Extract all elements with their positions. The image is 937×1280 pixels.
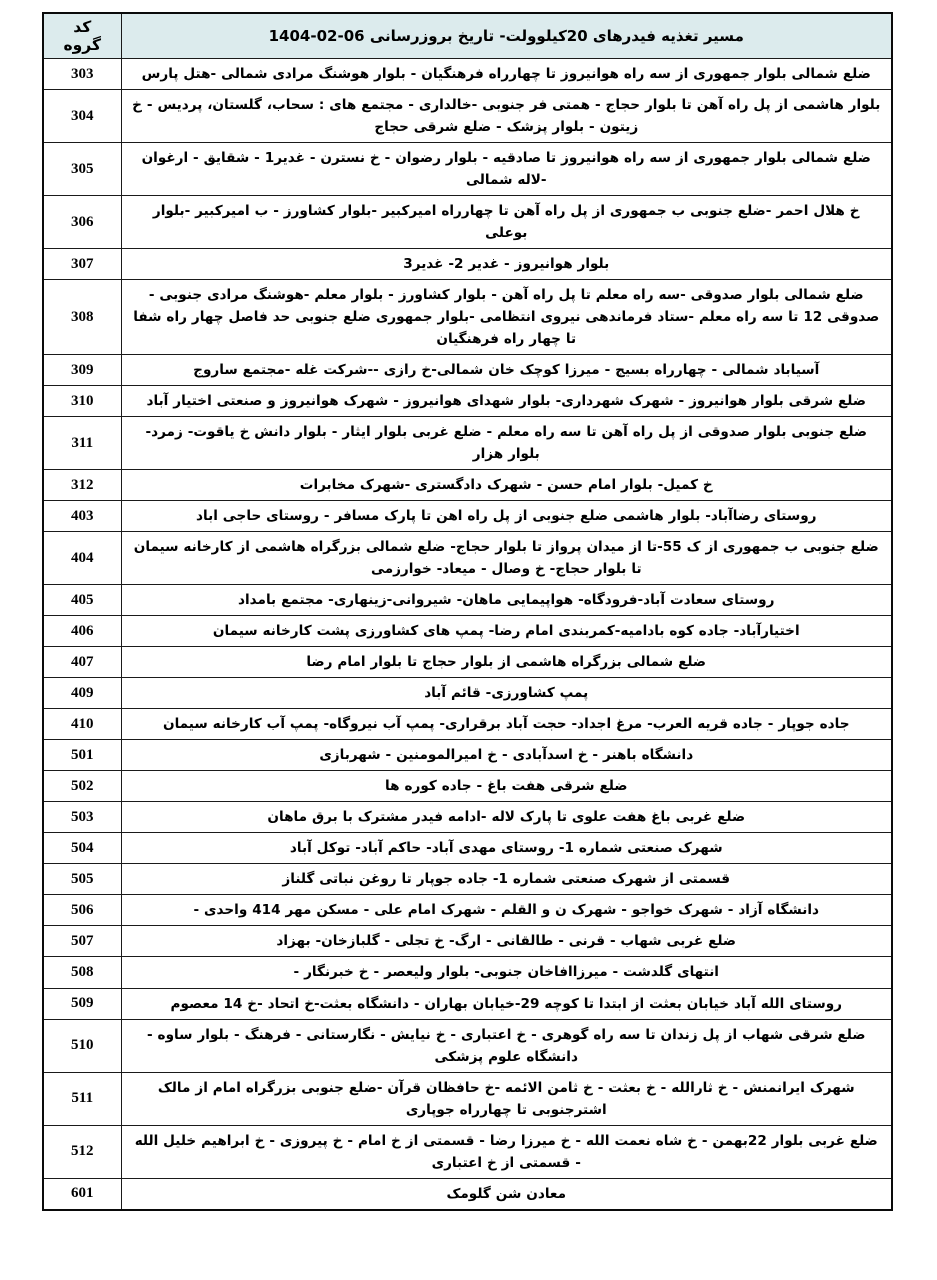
cell-group-code: 303 <box>43 59 121 90</box>
cell-group-code: 410 <box>43 709 121 740</box>
table-row <box>43 1019 892 1072</box>
cell-group-code: 406 <box>43 616 121 647</box>
cell-route: ضلع شمالی بلوار جمهوری از سه راه هوانیروز تا چهارراه فرهنگیان - بلوار هوشنگ مرادی شمالی -هتل پارس <box>121 59 892 90</box>
table-row <box>43 740 892 771</box>
cell-route: ضلع غربی باغ هفت علوی تا پارک لاله -ادامه فیدر مشترک با برق ماهان <box>121 802 892 833</box>
cell-route: ضلع شمالی بزرگراه هاشمی از بلوار حجاج تا بلوار امام رضا <box>121 647 892 678</box>
cell-route: ضلع شمالی بلوار جمهوری از سه راه هوانیروز تا صادقیه - بلوار رضوان - خ نسترن - غدیر1 - شقایق - ارغوان -لاله شمالی <box>121 143 892 196</box>
table-row <box>43 833 892 864</box>
cell-group-code: 405 <box>43 585 121 616</box>
table-row <box>43 926 892 957</box>
cell-route: ضلع شرقی شهاب از پل زندان تا سه راه گوهری - خ اعتباری - خ نیایش - نگارستانی - فرهنگ - بلوار ساوه - دانشگاه علوم پزشکی <box>121 1019 892 1072</box>
table-row <box>43 501 892 532</box>
feeder-routes-table <box>42 12 893 1211</box>
table-row <box>43 709 892 740</box>
table-row <box>43 59 892 90</box>
table-row <box>43 196 892 249</box>
table-row <box>43 957 892 988</box>
cell-route: روستای الله آباد خیابان بعثت از ابتدا تا کوچه 29-خیابان بهاران - دانشگاه بعثت-خ اتحاد -خ 14 معصوم <box>121 988 892 1019</box>
cell-route: شهرک ایرانمنش - خ ثارالله - خ بعثت - خ ثامن الائمه -خ حافظان قرآن -ضلع جنوبی بزرگراه امام از مالک اشترجنوبی تا چهارراه جوپاری <box>121 1072 892 1125</box>
cell-route: دانشگاه آزاد - شهرک خواجو - شهرک ن و القلم - شهرک امام علی - مسکن مهر 414 واحدی - <box>121 895 892 926</box>
cell-route: ضلع شرقی هفت باغ - جاده کوره ها <box>121 771 892 802</box>
table-body <box>43 59 892 1210</box>
cell-route: ضلع جنوبی ب جمهوری از ک 55-تا از میدان پرواز تا بلوار حجاج- ضلع شمالی بزرگراه هاشمی از کارخانه سیمان تا بلوار حجاج- خ وصال - میعاد- خوارزمی <box>121 532 892 585</box>
cell-route: اختیارآباد- جاده کوه بادامیه-کمربندی امام رضا- پمپ های کشاورزی پشت کارخانه سیمان <box>121 616 892 647</box>
cell-group-code: 502 <box>43 771 121 802</box>
cell-group-code: 508 <box>43 957 121 988</box>
table-row <box>43 1178 892 1210</box>
cell-route: ضلع شرقی بلوار هوانیروز - شهرک شهرداری- بلوار شهدای هوانیروز - شهرک هوانیروز و صنعتی اختیار آباد <box>121 386 892 417</box>
table-row <box>43 532 892 585</box>
cell-group-code: 501 <box>43 740 121 771</box>
cell-group-code: 510 <box>43 1019 121 1072</box>
cell-group-code: 307 <box>43 249 121 280</box>
cell-group-code: 506 <box>43 895 121 926</box>
cell-route: ضلع غربی شهاب - قرنی - طالقانی - ارگ- خ تجلی - گلبازخان- بهزاد <box>121 926 892 957</box>
table-row <box>43 678 892 709</box>
table-row <box>43 771 892 802</box>
table-row <box>43 802 892 833</box>
cell-group-code: 503 <box>43 802 121 833</box>
cell-route: قسمتی از شهرک صنعتی شماره 1- جاده جوپار تا روغن نباتی گلناز <box>121 864 892 895</box>
cell-route: ضلع جنوبی بلوار صدوقی از پل راه آهن تا سه راه معلم - ضلع غربی بلوار ایثار - بلوار دانش خ یاقوت- زمرد- بلوار هزار <box>121 417 892 470</box>
cell-route: روستای سعادت آباد-فرودگاه- هواپیمایی ماهان- شیروانی-زینهاری- مجتمع بامداد <box>121 585 892 616</box>
cell-group-code: 601 <box>43 1178 121 1210</box>
cell-group-code: 409 <box>43 678 121 709</box>
table-row <box>43 355 892 386</box>
table-row <box>43 1072 892 1125</box>
column-header-route: مسیر تغذیه فیدرهای 20کیلوولت- تاریخ بروزرسانی 06-02-1404 <box>121 13 892 59</box>
header-row <box>43 13 892 59</box>
table-row <box>43 988 892 1019</box>
cell-route: ضلع شمالی بلوار صدوقی -سه راه معلم تا پل راه آهن - بلوار کشاورز - بلوار معلم -هوشنگ مرادی جنوبی - صدوقی 12 تا سه راه معلم -ستاد فرماندهی نیروی انتظامی -بلوار جمهوری ضلع جنوبی حد فاصل چهار راه شفا تا چهار راه فرهنگیان <box>121 280 892 355</box>
cell-group-code: 312 <box>43 470 121 501</box>
table-row <box>43 616 892 647</box>
table-row <box>43 90 892 143</box>
cell-route: جاده جوپار - جاده قریه العرب- مرغ اجداد- حجت آباد برقراری- پمپ آب نیروگاه- پمپ آب کارخانه سیمان <box>121 709 892 740</box>
cell-route: انتهای گلدشت - میرزاافاخان جنوبی- بلوار ولیعصر - خ خبرنگار - <box>121 957 892 988</box>
cell-group-code: 305 <box>43 143 121 196</box>
cell-route: ضلع غربی بلوار 22بهمن - خ شاه نعمت الله - خ میرزا رضا - قسمتی از خ امام - خ پیروزی - خ ابراهیم خلیل الله - قسمتی از خ اعتباری <box>121 1125 892 1178</box>
cell-group-code: 505 <box>43 864 121 895</box>
table-row <box>43 280 892 355</box>
table-row <box>43 143 892 196</box>
cell-group-code: 309 <box>43 355 121 386</box>
cell-route: خ هلال احمر -ضلع جنوبی ب جمهوری از پل راه آهن تا چهارراه امیرکبیر -بلوار کشاورز - ب امیرکبیر -بلوار بوعلی <box>121 196 892 249</box>
cell-route: شهرک صنعتی شماره 1- روستای مهدی آباد- حاکم آباد- توکل آباد <box>121 833 892 864</box>
cell-route: خ کمیل- بلوار امام حسن - شهرک دادگستری -شهرک مخابرات <box>121 470 892 501</box>
cell-route: روستای رضاآباد- بلوار هاشمی ضلع جنوبی از پل راه اهن تا پارک مسافر - روستای حاجی اباد <box>121 501 892 532</box>
table-row <box>43 895 892 926</box>
cell-group-code: 403 <box>43 501 121 532</box>
cell-group-code: 504 <box>43 833 121 864</box>
table-row <box>43 470 892 501</box>
cell-group-code: 310 <box>43 386 121 417</box>
cell-group-code: 507 <box>43 926 121 957</box>
cell-group-code: 509 <box>43 988 121 1019</box>
table-row <box>43 1125 892 1178</box>
cell-route: آسیاباد شمالی - چهارراه بسیج - میرزا کوچک خان شمالی-خ رازی --شرکت غله -مجتمع ساروج <box>121 355 892 386</box>
table-row <box>43 386 892 417</box>
cell-group-code: 404 <box>43 532 121 585</box>
table-row <box>43 647 892 678</box>
cell-group-code: 308 <box>43 280 121 355</box>
column-header-code: کد گروه <box>43 13 121 59</box>
cell-group-code: 311 <box>43 417 121 470</box>
cell-group-code: 304 <box>43 90 121 143</box>
table-header <box>43 13 892 59</box>
cell-route: پمپ کشاورزی- قائم آباد <box>121 678 892 709</box>
cell-group-code: 511 <box>43 1072 121 1125</box>
cell-route: معادن شن گلومک <box>121 1178 892 1210</box>
table-row <box>43 249 892 280</box>
cell-route: بلوار هاشمی از پل راه آهن تا بلوار حجاج - همتی فر جنوبی -خالداری - مجتمع های : سحاب، گلستان، پردیس - خ زیتون - بلوار پزشک - ضلع شرقی حجاج <box>121 90 892 143</box>
cell-route: دانشگاه باهنر - خ اسدآبادی - خ امیرالمومنین - شهربازی <box>121 740 892 771</box>
table-row <box>43 417 892 470</box>
table-row <box>43 864 892 895</box>
cell-group-code: 512 <box>43 1125 121 1178</box>
cell-group-code: 306 <box>43 196 121 249</box>
table-row <box>43 585 892 616</box>
cell-route: بلوار هوانیروز - غدیر 2- غدیر3 <box>121 249 892 280</box>
cell-group-code: 407 <box>43 647 121 678</box>
